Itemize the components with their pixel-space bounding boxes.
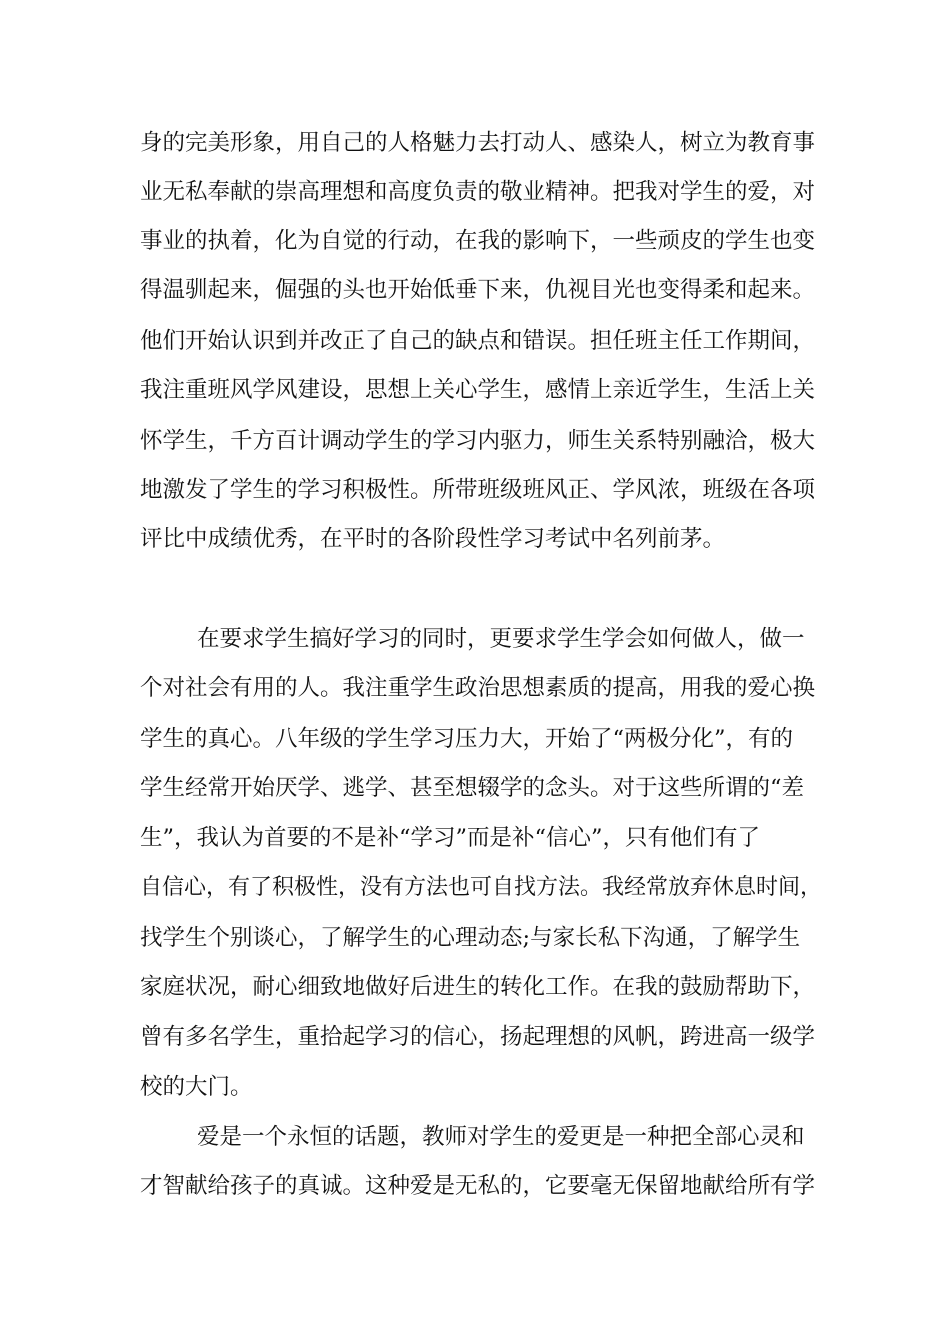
text-line: 得温驯起来，倔强的头也开始低垂下来，仇视目光也变得柔和起来。: [140, 277, 816, 303]
text-line: 他们开始认识到并改正了自己的缺点和错误。担任班主任工作期间，: [140, 328, 816, 354]
text-line: 学生经常开始厌学、逃学、甚至想辍学的念头。对于这些所谓的“差: [140, 775, 805, 801]
text-line: 怀学生，千方百计调动学生的学习内驱力，师生关系特别融洽，极大: [140, 428, 816, 454]
text-line: 才智献给孩子的真诚。这种爱是无私的，它要毫无保留地献给所有学: [140, 1173, 816, 1199]
text-line: 找学生个别谈心，了解学生的心理动态;与家长私下沟通，了解学生: [140, 925, 801, 951]
text-line: 校的大门。: [140, 1074, 253, 1100]
text-line: 自信心，有了积极性，没有方法也可自找方法。我经常放弃休息时间，: [140, 875, 823, 900]
text-line: 地激发了学生的学习积极性。所带班级班风正、学风浓，班级在各项: [140, 477, 816, 503]
text-line: 个对社会有用的人。我注重学生政治思想素质的提高，用我的爱心换: [140, 675, 816, 701]
text-line: 爱是一个永恒的话题，教师对学生的爱更是一种把全部心灵和: [197, 1124, 805, 1150]
text-line: 身的完美形象，用自己的人格魅力去打动人、感染人，树立为教育事: [140, 130, 816, 156]
text-line: 我注重班风学风建设，思想上关心学生，感情上亲近学生，生活上关: [140, 377, 816, 403]
text-line: 家庭状况，耐心细致地做好后进生的转化工作。在我的鼓励帮助下，: [140, 974, 816, 1000]
text-line: 曾有多名学生，重拾起学习的信心，扬起理想的风帆，跨进高一级学: [140, 1024, 816, 1050]
text-line: 生”，我认为首要的不是补“学习”而是补“信心”，只有他们有了: [140, 825, 761, 851]
text-line: 业无私奉献的崇高理想和高度负责的敬业精神。把我对学生的爱，对: [140, 179, 816, 205]
text-line: 评比中成绩优秀，在平时的各阶段性学习考试中名列前茅。: [140, 526, 726, 552]
text-line: 学生的真心。八年级的学生学习压力大，开始了“两极分化”，有的: [140, 726, 794, 752]
text-line: 在要求学生搞好学习的同时，更要求学生学会如何做人，做一: [197, 626, 805, 652]
text-line: 事业的执着，化为自觉的行动，在我的影响下，一些顽皮的学生也变: [140, 228, 816, 254]
